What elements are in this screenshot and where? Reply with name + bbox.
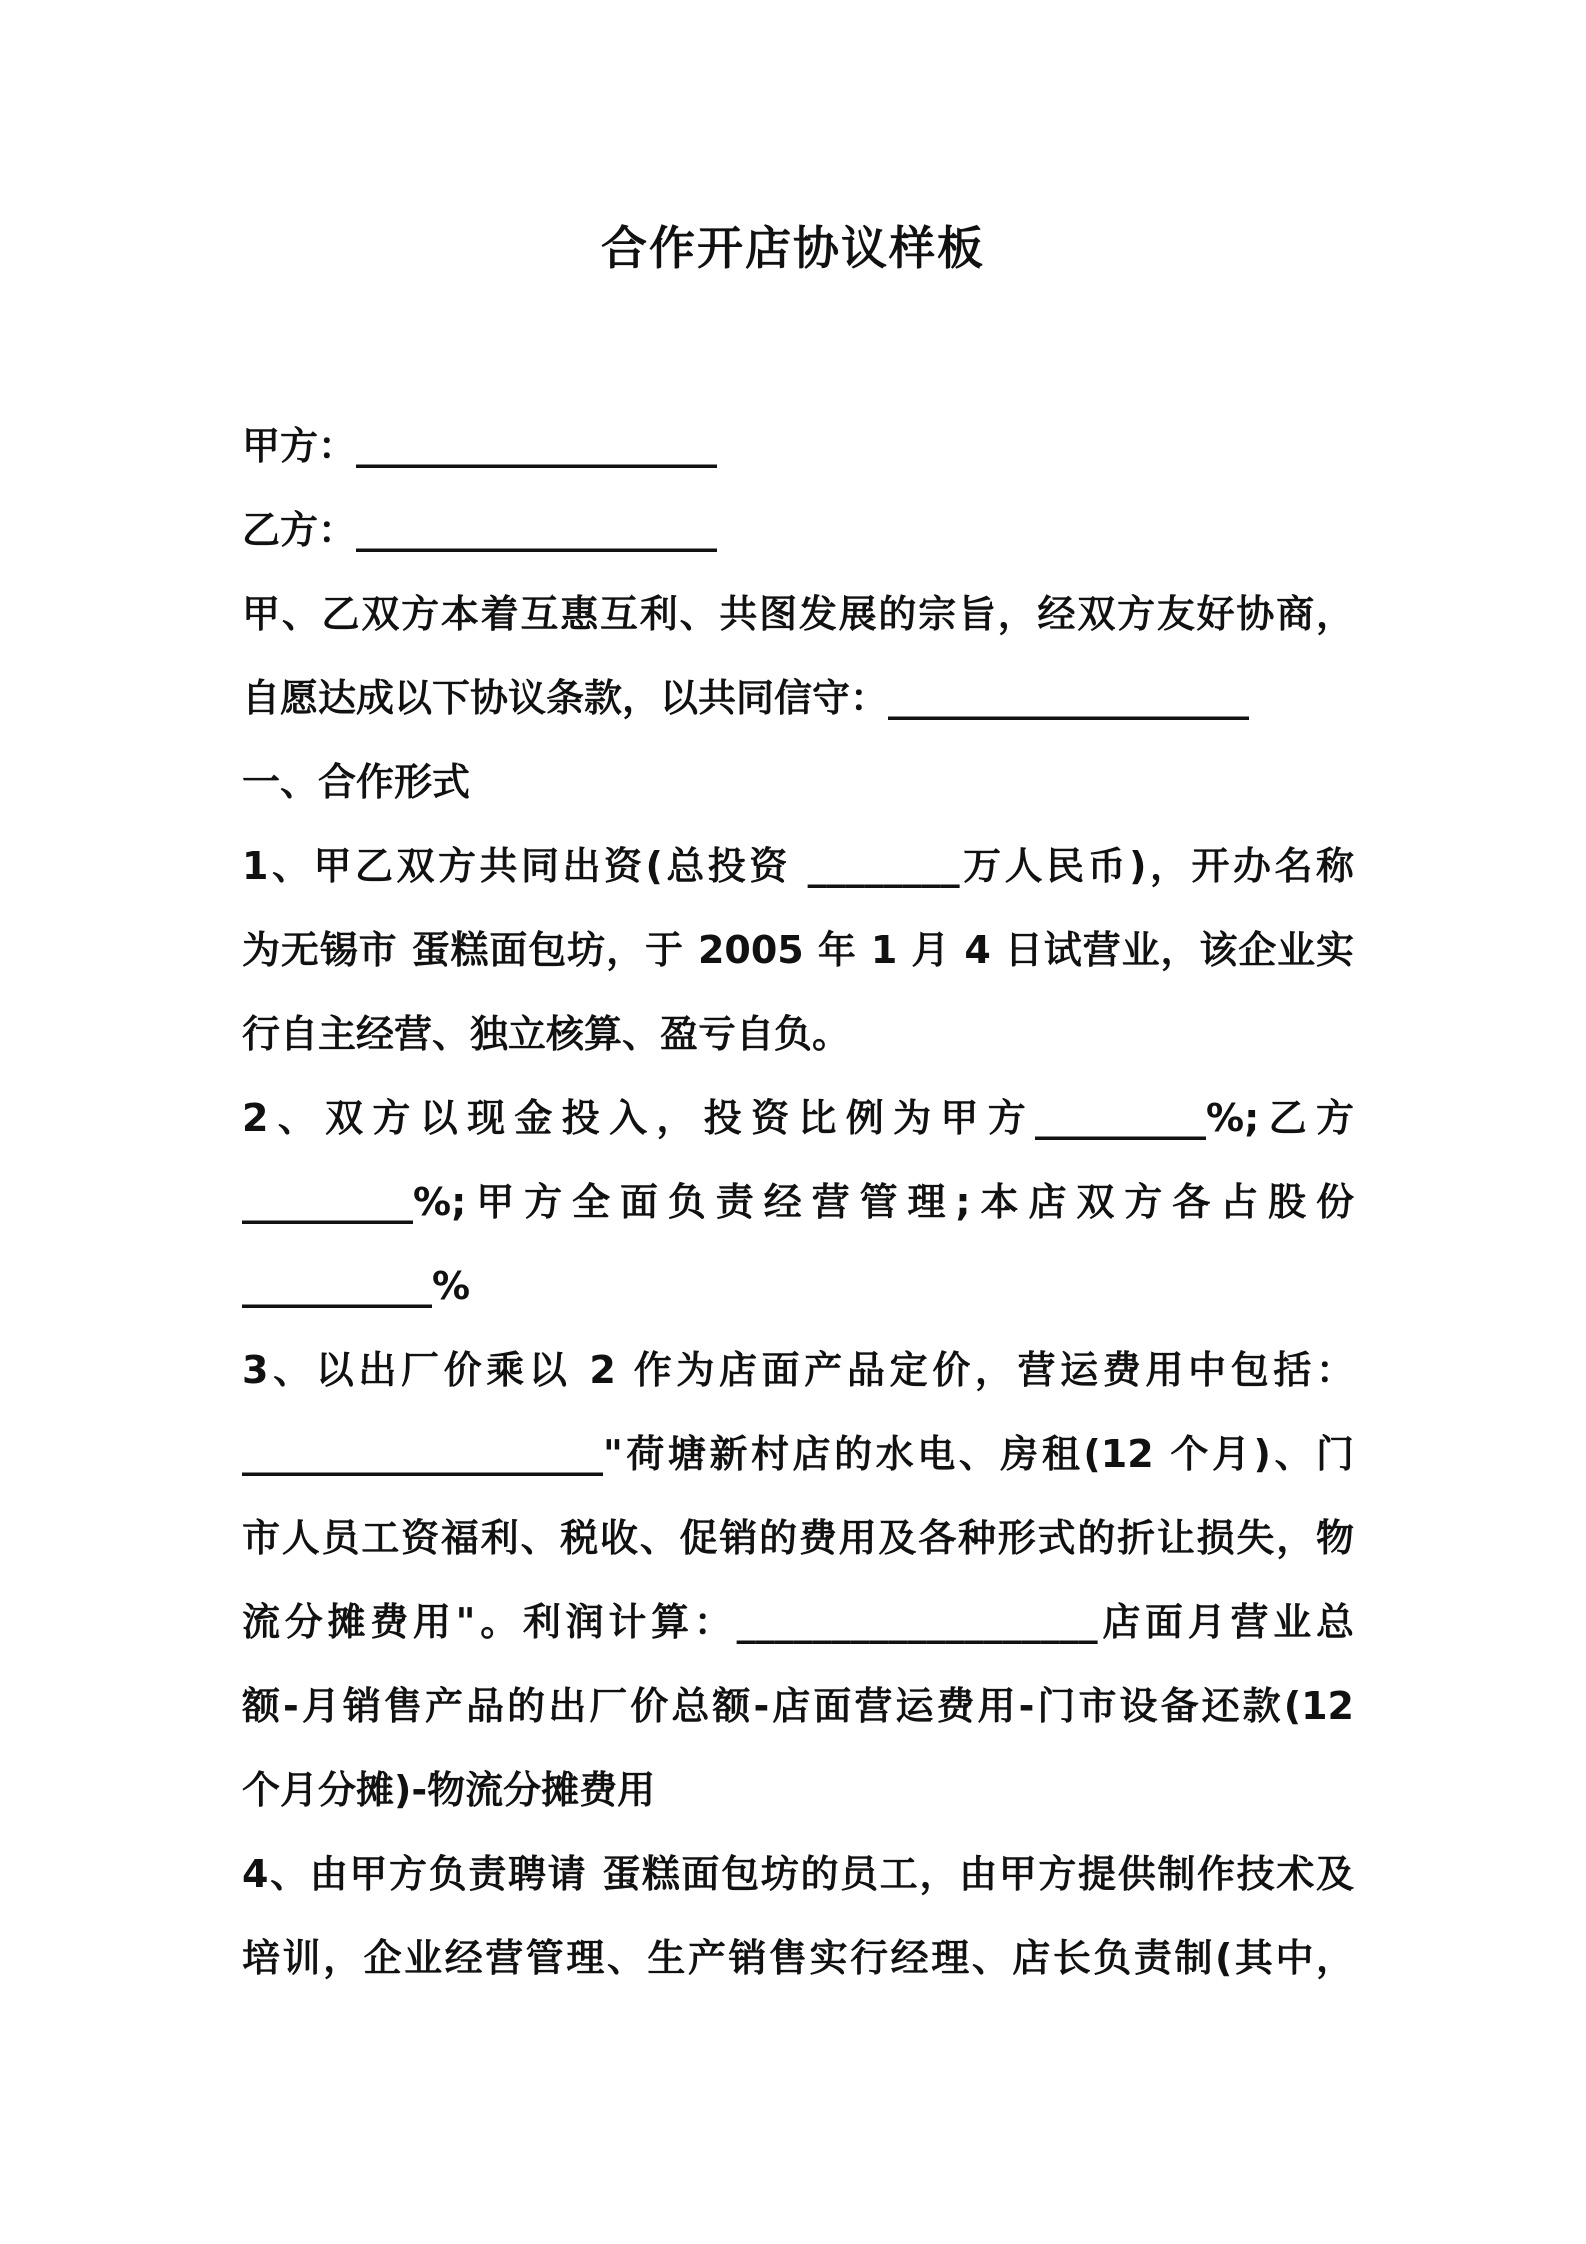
clause-1-line-3: 行自主经营、独立核算、盈亏自负。	[242, 1012, 851, 1056]
clause-2-line-2: _________%;甲方全面负责经营管理;本店双方各占股份	[242, 1180, 1354, 1224]
clause-4-line-1: 4、由甲方负责聘请 蛋糕面包坊的员工，由甲方提供制作技术及	[242, 1852, 1354, 1896]
clause-3-line-5: 额-月销售产品的出厂价总额-店面营运费用-门市设备还款(12	[242, 1684, 1354, 1728]
party-b-line: 乙方：___________________	[242, 508, 718, 552]
section-heading: 一、合作形式	[242, 760, 471, 804]
clause-3-line-2: ___________________"荷塘新村店的水电、房租(12 个月)、门	[242, 1432, 1354, 1476]
clause-2-line-1: 2、双方以现金投入，投资比例为甲方_________%;乙方	[242, 1096, 1354, 1140]
document-body	[242, 404, 1354, 2000]
party-a-line: 甲方：___________________	[242, 424, 718, 468]
clause-3-line-1: 3、以出厂价乘以 2 作为店面产品定价，营运费用中包括：	[242, 1348, 1354, 1392]
clause-2-line-3: __________%	[242, 1264, 471, 1308]
clause-3-line-3: 市人员工资福利、税收、促销的费用及各种形式的折让损失，物	[242, 1516, 1354, 1560]
clause-3-line-6: 个月分摊)-物流分摊费用	[242, 1768, 656, 1812]
clause-3-line-4: 流分摊费用"。利润计算：___________________店面月营业总	[242, 1600, 1354, 1644]
clause-4-line-2: 培训，企业经营管理、生产销售实行经理、店长负责制(其中，	[242, 1936, 1354, 1980]
document-title: 合作开店协议样板	[601, 221, 985, 275]
preamble-line-1: 甲、乙双方本着互惠互利、共图发展的宗旨，经双方友好协商，	[242, 592, 1354, 636]
clause-1-line-2: 为无锡市 蛋糕面包坊，于 2005 年 1 月 4 日试营业，该企业实	[242, 928, 1354, 972]
preamble-line-2: 自愿达成以下协议条款，以共同信守：___________________	[242, 676, 1250, 720]
clause-1-line-1: 1、甲乙双方共同出资(总投资 ________万人民币)，开办名称	[242, 844, 1354, 888]
